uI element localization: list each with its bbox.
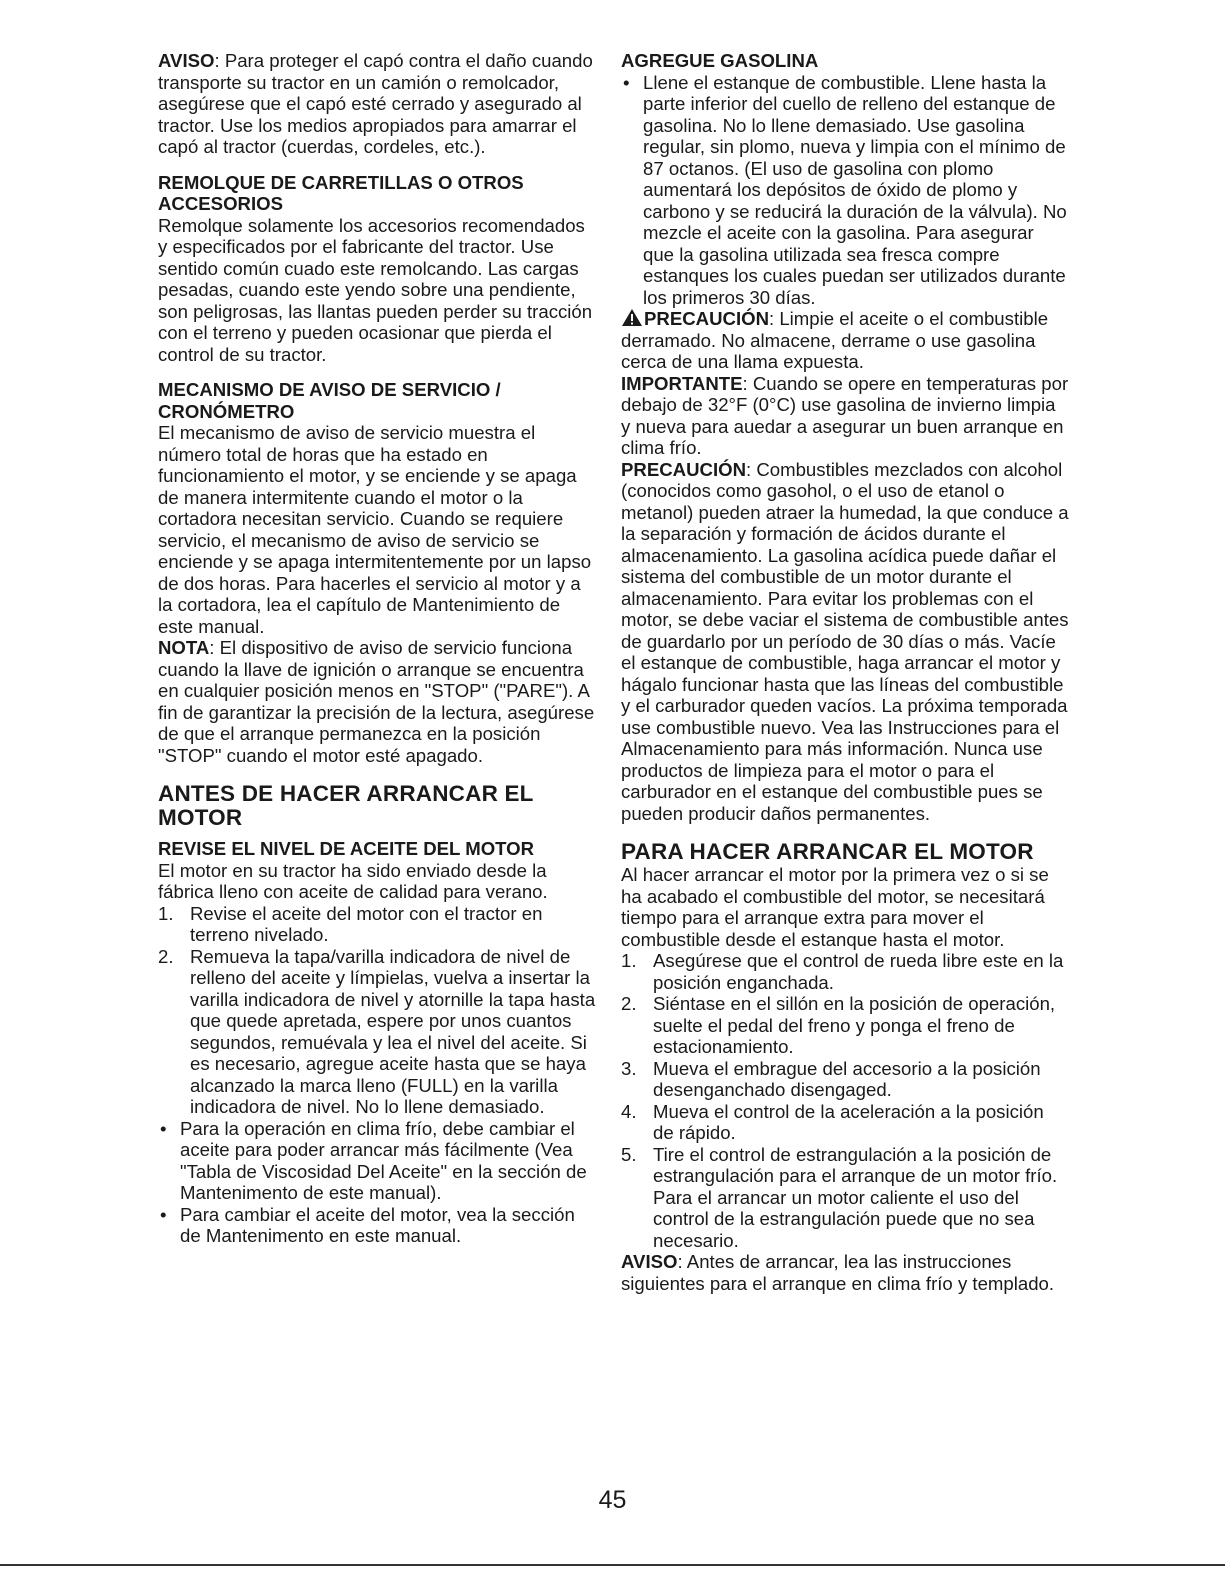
list-item [621,1144,1069,1252]
list-item [621,1058,1069,1101]
step-text: Revise el aceite del motor con el tractor en terreno nivelado. [190,902,543,945]
precaucion-2-label: PRECAUCIÓN [621,458,746,480]
para-heading: PARA HACER ARRANCAR EL MOTOR [621,839,1034,864]
antes-heading: ANTES DE HACER ARRANCAR EL MOTOR [158,781,534,830]
step-number: 4. [621,1100,637,1122]
bullet-text: Llene el estanque de combustible. Llene hasta la parte inferior del cuello de relleno del estanque de gasolina. No lo llene demasiado. Use gasolina regular, sin plomo, nueva y limpia con el mínimo de 87 octanos. (El uso de gasolina con plomo aumentará los depósitos de óxido de plomo y carbono y se reducirá la duración de la válvula). No mezcle el aceite con la gasolina. Para asegurar que la gasolina utilizada sea fresca compre estanques los cuales puedan ser utilizados durante los primeros 30 días. [643,71,1067,308]
step-text: Tire el control de estrangulación a la posición de estrangulación para el arranque de un motor frío. Para el arrancar un motor caliente el uso del control de la estrangulación puede que no sea necesario. [653,1143,1058,1251]
agregue-heading: AGREGUE GASOLINA [621,50,819,71]
list-item [158,946,598,1118]
aviso-2-paragraph [621,1251,1069,1294]
aviso-2-label: AVISO [621,1251,678,1272]
precaucion-1-text: : Limpie el aceite o el combustible derramado. No almacene, derrame o use gasolina cerca de una llama expuesta. [621,308,1049,372]
right-column [621,50,1069,1294]
importante-paragraph [621,373,1069,459]
bullet-icon: • [160,1117,167,1139]
remolque-heading: REMOLQUE DE CARRETILLAS O OTROS ACCESORIOS [158,171,524,214]
list-item [158,1118,598,1204]
page-number: 45 [598,1486,627,1514]
mecanismo-text: El mecanismo de aviso de servicio muestra el número total de horas que ha estado en funcionamiento el motor, y se enciende y se apaga de manera intermitente cuando el motor o la cortadora necesitan servicio. Cuando se requiere servicio, el mecanismo de aviso de servicio se enciende y se apaga intermitentemente por un lapso de dos horas. Para hacerles el servicio al motor y a la cortadora, lea el capítulo de Mantenimiento de este manual. [158,422,592,637]
mecanismo-heading: MECANISMO DE AVISO DE SERVICIO / CRONÓMETRO [158,379,501,422]
aviso-2-text: : Antes de arrancar, lea las instrucciones siguientes para el arranque en clima frío y templado. [621,1251,1055,1294]
step-number: 3. [621,1057,637,1079]
step-number: 1. [621,950,637,971]
importante-label: IMPORTANTE [621,372,743,394]
para-text: Al hacer arrancar el motor por la primera vez o si se ha acabado el combustible del motor, se necesitará tiempo para el arranque extra para mover el combustible desde el estanque hasta el motor. [621,864,1049,950]
list-item [621,72,1069,309]
revise-text: El motor en su tractor ha sido enviado desde la fábrica lleno con aceite de calidad para verano. [158,859,548,902]
step-text: Mueva el embrague del accesorio a la posición desenganchado disengaged. [653,1057,1041,1100]
aviso-paragraph [158,50,598,158]
bottom-divider [0,1564,1225,1566]
precaucion-2-text: : Combustibles mezclados con alcohol (conocidos como gasohol, o el uso de etanol o metanol) pueden atraer la humedad, la que conduce a la separación y formación de ácidos durante el almacenamiento. La gasolina acídica puede dañar el sistema del combustible de un motor durante el almacenamiento. Para evitar los problemas con el motor, se debe vaciar el sistema de combustible antes de guardarlo por un período de 30 días o más. Vacíe el estanque de combustible, haga arrancar el motor y hágalo funcionar hasta que las líneas del combustible y el carburador queden vacíos. La próxima temporada use combustible nuevo. Vea las Instrucciones para el Almacenamiento para más información. Nunca use productos de limpieza para el motor o para el carburador en el estanque del combustible pues se pueden producir daños permanentes. [621,458,1069,824]
bullet-icon: • [160,1203,167,1225]
nota-text: : El dispositivo de aviso de servicio funciona cuando la llave de ignición o arranque se encuentra en cualquier posición menos en "STOP" ("PARE"). A fin de garantizar la precisión de la lectura, asegúrese de que el arranque permanezca en la posición "STOP" cuando el motor esté apagado. [158,637,595,766]
list-item [158,1204,598,1247]
step-text: Remueva la tapa/varilla indicadora de nivel de relleno del aceite y límpielas, vuelva a insertar la varilla indicadora de nivel y atornille la tapa hasta que quede apretada, espere por unos cuantos segundos, remuévala y lea el nivel del aceite. Si es necesario, agregue aceite hasta que se haya alcanzado la marca lleno (FULL) en la varilla indicadora de nivel. No lo llene demasiado. [190,945,596,1117]
step-text: Asegúrese que el control de rueda libre este en la posición enganchada. [653,950,1064,993]
bullet-text: Para la operación en clima frío, debe cambiar el aceite para poder arrancar más fácilmente (Vea "Tabla de Viscosidad Del Aceite" en la sección de Mantenimento de este manual). [180,1117,587,1203]
importante-text: : Cuando se opere en temperaturas por debajo de 32°F (0°C) use gasolina de invierno limpia y nueva para auedar a asegurar un buen arranque en clima frío. [621,372,1069,458]
nota-label: NOTA [158,637,210,658]
left-column [158,50,598,1247]
list-item [621,1101,1069,1144]
warning-icon [621,308,643,327]
aviso-label: AVISO [158,50,215,71]
precaucion-1-label: PRECAUCIÓN [644,308,769,329]
step-text: Siéntase en el sillón en la posición de operación, suelte el pedal del freno y ponga el freno de estacionamiento. [653,993,1056,1057]
step-number: 2. [621,993,637,1014]
step-text: Mueva el control de la aceleración a la posición de rápido. [653,1100,1044,1143]
step-number: 2. [158,945,174,967]
step-number: 1. [158,902,174,924]
list-item [621,950,1069,993]
precaucion-1-paragraph [621,308,1069,373]
precaucion-2-paragraph [621,459,1069,825]
list-item [621,993,1069,1058]
bullet-text: Para cambiar el aceite del motor, vea la sección de Mantenimento en este manual. [180,1203,575,1246]
list-item [158,903,598,946]
aviso-text: : Para proteger el capó contra el daño cuando transporte su tractor en un camión o remolcador, asegúrese que el capó esté cerrado y asegurado al tractor. Use los medios apropiados para amarrar el capó al tractor (cuerdas, cordeles, etc.). [158,50,593,157]
nota-paragraph [158,637,598,766]
step-number: 5. [621,1143,637,1165]
remolque-text: Remolque solamente los accesorios recomendados y especificados por el fabricante del tractor. Use sentido común cuado este remolcando. Las cargas pesadas, cuando este yendo sobre una pendiente, son peligrosas, las llantas pueden perder su tracción con el terreno y pueden ocasionar que pierda el control de su tractor. [158,214,593,365]
bullet-icon: • [623,71,630,93]
revise-heading: REVISE EL NIVEL DE ACEITE DEL MOTOR [158,838,535,859]
